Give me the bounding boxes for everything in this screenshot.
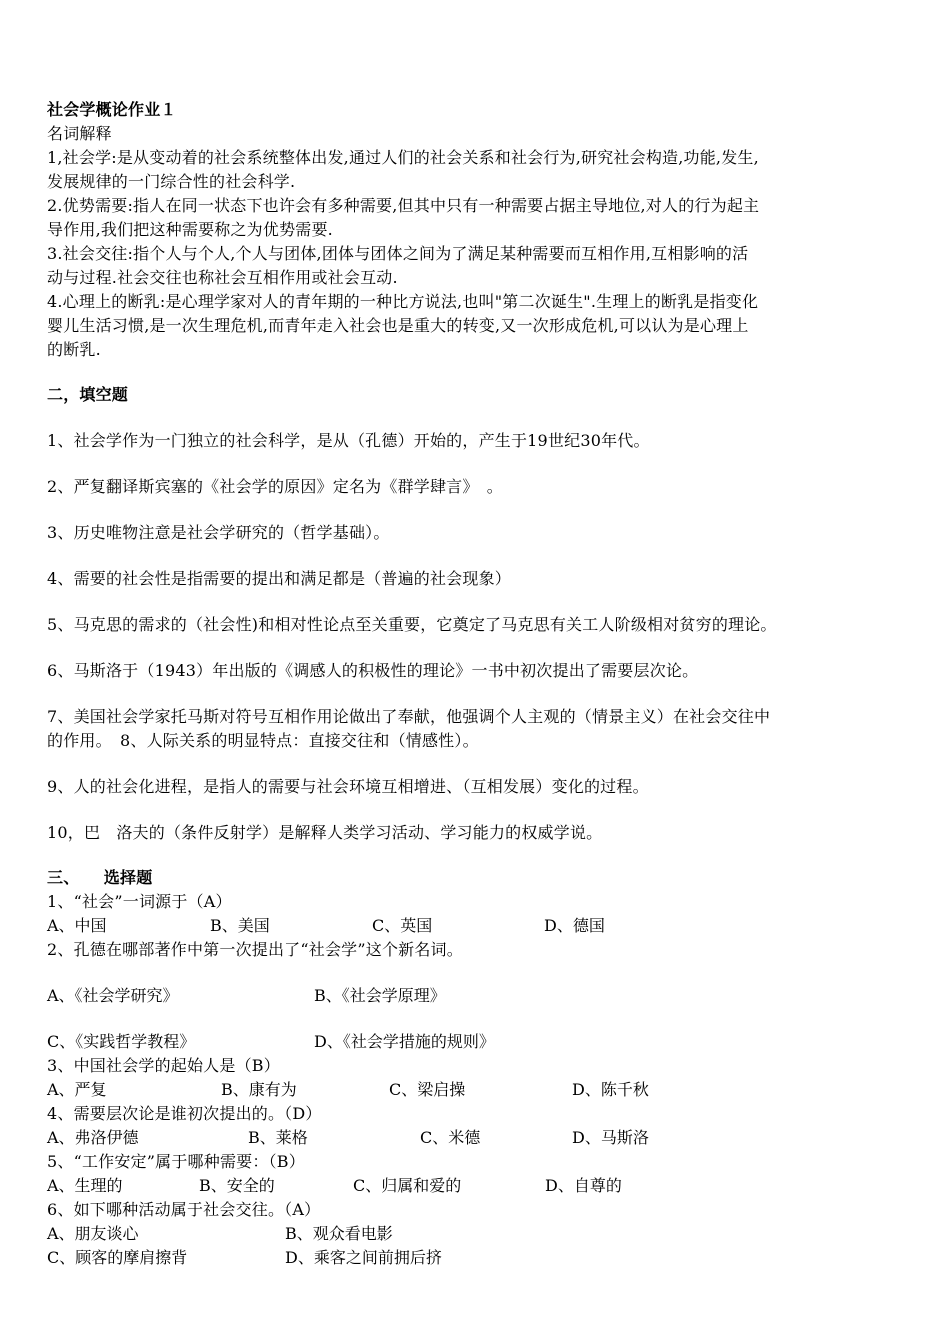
definition-line: 婴儿生活习惯,是一次生理危机,而青年走入社会也是重大的转变,又一次形成危机,可以认为是心理上 <box>47 316 749 335</box>
definition-line: 动与过程.社会交往也称社会互相作用或社会互动. <box>47 268 398 287</box>
section-heading-terms: 名词解释 <box>47 124 112 143</box>
fill-blank-item: 4、需要的社会性是指需要的提出和满足都是（普遍的社会现象） <box>47 569 511 588</box>
option: D、乘客之间前拥后挤 <box>285 1248 442 1267</box>
option: B、安全的 <box>199 1176 275 1195</box>
option: A、《社会学研究》 <box>47 986 179 1005</box>
question-4-options <box>47 1126 907 1150</box>
option: C、米德 <box>420 1128 481 1147</box>
fill-blank-item: 3、历史唯物注意是社会学研究的（哲学基础）。 <box>47 523 390 542</box>
definition-line: 的断乳. <box>47 340 101 359</box>
option: A、朋友谈心 <box>47 1224 139 1243</box>
option: B、康有为 <box>221 1080 297 1099</box>
option: A、严复 <box>47 1080 107 1099</box>
fill-blank-item: 7、美国社会学家托马斯对符号互相作用论做出了奉献，他强调个人主观的（情景主义）在社会交往中 <box>47 707 771 726</box>
option: C、《实践哲学教程》 <box>47 1032 196 1051</box>
option: C、梁启操 <box>389 1080 466 1099</box>
question-6-options-cd <box>47 1246 907 1270</box>
question-5: 5、“工作安定”属于哪种需要：（B） <box>47 1152 305 1171</box>
question-2-options-ab <box>47 984 907 1008</box>
fill-blank-item: 1、社会学作为一门独立的社会科学，是从（孔德）开始的，产生于19世纪30年代。 <box>47 431 650 450</box>
definition-line: 1,社会学:是从变动着的社会系统整体出发,通过人们的社会关系和社会行为,研究社会构造,功能,发生, <box>47 148 759 167</box>
question-4: 4、需要层次论是谁初次提出的。（D） <box>47 1104 322 1123</box>
option: A、生理的 <box>47 1176 123 1195</box>
option: C、英国 <box>372 916 433 935</box>
option: B、美国 <box>210 916 270 935</box>
option: A、中国 <box>47 916 107 935</box>
option: B、《社会学原理》 <box>314 986 446 1005</box>
option: D、《社会学措施的规则》 <box>314 1032 495 1051</box>
option: C、归属和爱的 <box>353 1176 462 1195</box>
question-3-options <box>47 1078 907 1102</box>
question-3: 3、中国社会学的起始人是（B） <box>47 1056 280 1075</box>
definition-line: 导作用,我们把这种需要称之为优势需要. <box>47 220 333 239</box>
document-title: 社会学概论作业１ <box>47 100 177 119</box>
option: D、马斯洛 <box>572 1128 649 1147</box>
fill-blank-item: 的作用。 8、人际关系的明显特点：直接交往和（情感性）。 <box>47 731 479 750</box>
definition-line: 4.心理上的断乳:是心理学家对人的青年期的一种比方说法,也叫"第二次诞生".生理上的断乳是指变化 <box>47 292 759 311</box>
option: C、顾客的摩肩擦背 <box>47 1248 188 1267</box>
document-page <box>47 98 907 1270</box>
section-heading-fill-blank: 二，填空题 <box>47 385 129 404</box>
question-1: 1、“社会”一词源于（A） <box>47 892 232 911</box>
option: A、弗洛伊德 <box>47 1128 139 1147</box>
fill-blank-item: 10，巴 洛夫的（条件反射学）是解释人类学习活动、学习能力的权威学说。 <box>47 823 603 842</box>
definition-line: 2.优势需要:指人在同一状态下也许会有多种需要,但其中只有一种需要占据主导地位,对人的行为起主 <box>47 196 760 215</box>
option: D、陈千秋 <box>572 1080 649 1099</box>
section-heading-multiple-choice: 三、 选择题 <box>47 868 153 887</box>
fill-blank-item: 6、马斯洛于（1943）年出版的《调感人的积极性的理论》一书中初次提出了需要层次论。 <box>47 661 699 680</box>
option: B、莱格 <box>248 1128 308 1147</box>
fill-blank-item: 5、马克思的需求的（社会性)和相对性论点至关重要，它奠定了马克思有关工人阶级相对贫穷的理论。 <box>47 615 777 634</box>
question-1-options <box>47 914 907 938</box>
option: D、自尊的 <box>545 1176 622 1195</box>
definition-line: 发展规律的一门综合性的社会科学. <box>47 172 296 191</box>
option: D、德国 <box>544 916 605 935</box>
fill-blank-item: 9、人的社会化进程，是指人的需要与社会环境互相增进、（互相发展）变化的过程。 <box>47 777 649 796</box>
question-6: 6、如下哪种活动属于社会交往。（A） <box>47 1200 321 1219</box>
question-2: 2、孔德在哪部著作中第一次提出了“社会学”这个新名词。 <box>47 940 463 959</box>
question-2-options-cd <box>47 1030 907 1054</box>
option: B、观众看电影 <box>285 1224 393 1243</box>
fill-blank-item: 2、严复翻译斯宾塞的《社会学的原因》定名为《群学肆言》 。 <box>47 477 503 496</box>
question-5-options <box>47 1174 907 1198</box>
definition-line: 3.社会交往:指个人与个人,个人与团体,团体与团体之间为了满足某种需要而互相作用,互相影响的活 <box>47 244 749 263</box>
question-6-options-ab <box>47 1222 907 1246</box>
